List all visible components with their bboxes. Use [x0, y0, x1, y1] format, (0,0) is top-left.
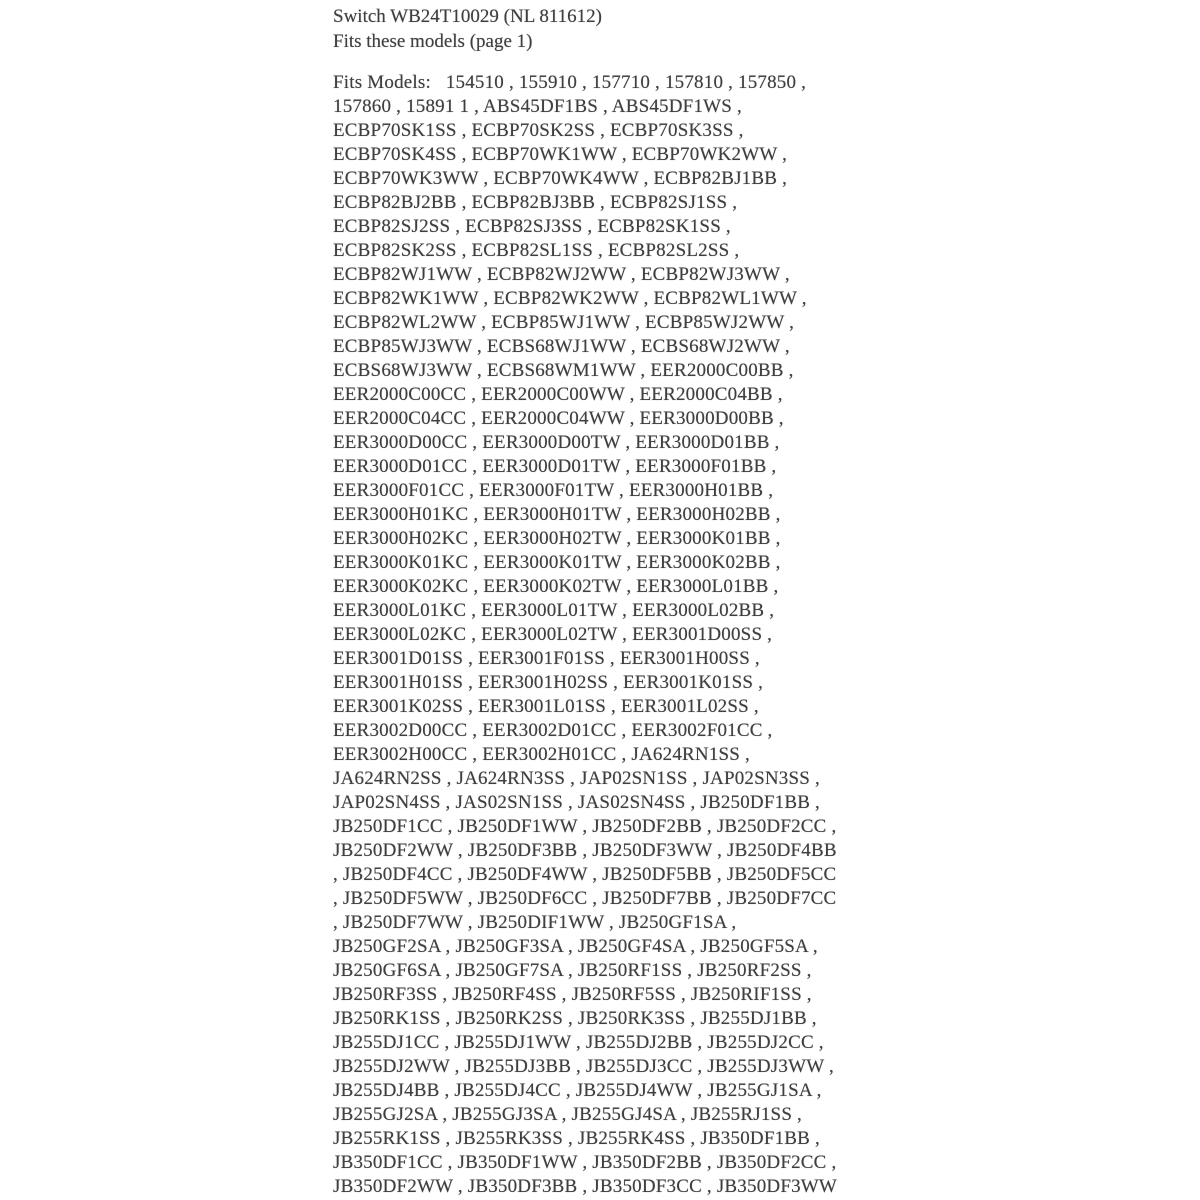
model-list-line: EER3000D00CC , EER3000D00TW , EER3000D01BB ,: [333, 432, 780, 453]
model-list-line: EER3002H00CC , EER3002H01CC , JA624RN1SS ,: [333, 744, 750, 765]
document-header: [333, 4, 913, 54]
document-text-block: [333, 4, 913, 1199]
model-list-line: EER3000K02KC , EER3000K02TW , EER3000L01BB ,: [333, 576, 779, 597]
document-title: Switch WB24T10029 (NL 811612): [333, 6, 602, 27]
fits-models-list: [333, 71, 913, 1199]
model-list-line: , JB250DF4CC , JB250DF4WW , JB250DF5BB , JB250DF5CC: [333, 864, 837, 885]
model-list-line: JB250DF1CC , JB250DF1WW , JB250DF2BB , JB250DF2CC ,: [333, 816, 837, 837]
model-list-line: EER3000L02KC , EER3000L02TW , EER3001D00SS ,: [333, 624, 773, 645]
model-list-line: JB250DF2WW , JB250DF3BB , JB250DF3WW , JB250DF4BB: [333, 840, 837, 861]
model-list-line: EER2000C04CC , EER2000C04WW , EER3000D00BB ,: [333, 408, 784, 429]
model-list-line: EER3000K01KC , EER3000K01TW , EER3000K02BB ,: [333, 552, 781, 573]
model-list-line: JB250GF2SA , JB250GF3SA , JB250GF4SA , JB250GF5SA ,: [333, 936, 818, 957]
model-list-line: EER3000H01KC , EER3000H01TW , EER3000H02BB ,: [333, 504, 781, 525]
model-list-line: JAP02SN4SS , JAS02SN1SS , JAS02SN4SS , JB250DF1BB ,: [333, 792, 820, 813]
model-list-line: ECBP82WJ1WW , ECBP82WJ2WW , ECBP82WJ3WW ,: [333, 264, 790, 285]
model-list-line: EER3001D01SS , EER3001F01SS , EER3001H00SS ,: [333, 648, 760, 669]
model-list-line: ECBP82SK2SS , ECBP82SL1SS , ECBP82SL2SS ,: [333, 240, 740, 261]
model-list-line: ECBP82SJ2SS , ECBP82SJ3SS , ECBP82SK1SS ,: [333, 216, 731, 237]
model-list-line: ECBP70WK3WW , ECBP70WK4WW , ECBP82BJ1BB ,: [333, 168, 788, 189]
model-list-line: EER3002D00CC , EER3002D01CC , EER3002F01CC ,: [333, 720, 773, 741]
model-list-line: JB255RK1SS , JB255RK3SS , JB255RK4SS , JB350DF1BB ,: [333, 1128, 820, 1149]
model-list-line: , JB250DF7WW , JB250DIF1WW , JB250GF1SA ,: [333, 912, 737, 933]
model-list-line: EER2000C00CC , EER2000C00WW , EER2000C04BB ,: [333, 384, 783, 405]
model-list-line: EER3000H02KC , EER3000H02TW , EER3000K01BB ,: [333, 528, 781, 549]
model-list-line: ECBP70SK1SS , ECBP70SK2SS , ECBP70SK3SS ,: [333, 120, 744, 141]
document-subtitle: Fits these models (page 1): [333, 31, 533, 52]
model-list-line: JB250RK1SS , JB250RK2SS , JB250RK3SS , JB255DJ1BB ,: [333, 1008, 817, 1029]
model-list-line: JB255DJ1CC , JB255DJ1WW , JB255DJ2BB , JB255DJ2CC ,: [333, 1032, 824, 1053]
model-list-line: JB350DF2WW , JB350DF3BB , JB350DF3CC , JB350DF3WW: [333, 1176, 838, 1197]
model-list-line: JB255GJ2SA , JB255GJ3SA , JB255GJ4SA , JB255RJ1SS ,: [333, 1104, 802, 1125]
model-list-line: Fits Models: 154510 , 155910 , 157710 , 157810 , 157850 ,: [333, 72, 807, 93]
model-list-line: EER3001K02SS , EER3001L01SS , EER3001L02SS ,: [333, 696, 759, 717]
model-list-line: ECBP82WK1WW , ECBP82WK2WW , ECBP82WL1WW ,: [333, 288, 807, 309]
model-list-line: JB250RF3SS , JB250RF4SS , JB250RF5SS , JB250RIF1SS ,: [333, 984, 812, 1005]
model-list-line: ECBP85WJ3WW , ECBS68WJ1WW , ECBS68WJ2WW ,: [333, 336, 790, 357]
model-list-line: ECBP82WL2WW , ECBP85WJ1WW , ECBP85WJ2WW ,: [333, 312, 795, 333]
model-list-line: JA624RN2SS , JA624RN3SS , JAP02SN1SS , JAP02SN3SS ,: [333, 768, 820, 789]
model-list-line: ECBP82BJ2BB , ECBP82BJ3BB , ECBP82SJ1SS ,: [333, 192, 738, 213]
model-list-line: ECBS68WJ3WW , ECBS68WM1WW , EER2000C00BB ,: [333, 360, 794, 381]
model-list-line: , JB250DF5WW , JB250DF6CC , JB250DF7BB , JB250DF7CC: [333, 888, 837, 909]
model-list-line: ECBP70SK4SS , ECBP70WK1WW , ECBP70WK2WW ,: [333, 144, 788, 165]
model-list-line: EER3000D01CC , EER3000D01TW , EER3000F01BB ,: [333, 456, 777, 477]
model-list-line: JB350DF1CC , JB350DF1WW , JB350DF2BB , JB350DF2CC ,: [333, 1152, 837, 1173]
model-list-line: EER3000L01KC , EER3000L01TW , EER3000L02BB ,: [333, 600, 775, 621]
model-list-line: JB250GF6SA , JB250GF7SA , JB250RF1SS , JB250RF2SS ,: [333, 960, 812, 981]
model-list-line: EER3001H01SS , EER3001H02SS , EER3001K01SS ,: [333, 672, 764, 693]
model-list-line: JB255DJ2WW , JB255DJ3BB , JB255DJ3CC , JB255DJ3WW ,: [333, 1056, 834, 1077]
model-list-line: EER3000F01CC , EER3000F01TW , EER3000H01BB ,: [333, 480, 774, 501]
model-list-line: 157860 , 15891 1 , ABS45DF1BS , ABS45DF1WS ,: [333, 96, 742, 117]
model-list-line: JB255DJ4BB , JB255DJ4CC , JB255DJ4WW , JB255GJ1SA ,: [333, 1080, 822, 1101]
